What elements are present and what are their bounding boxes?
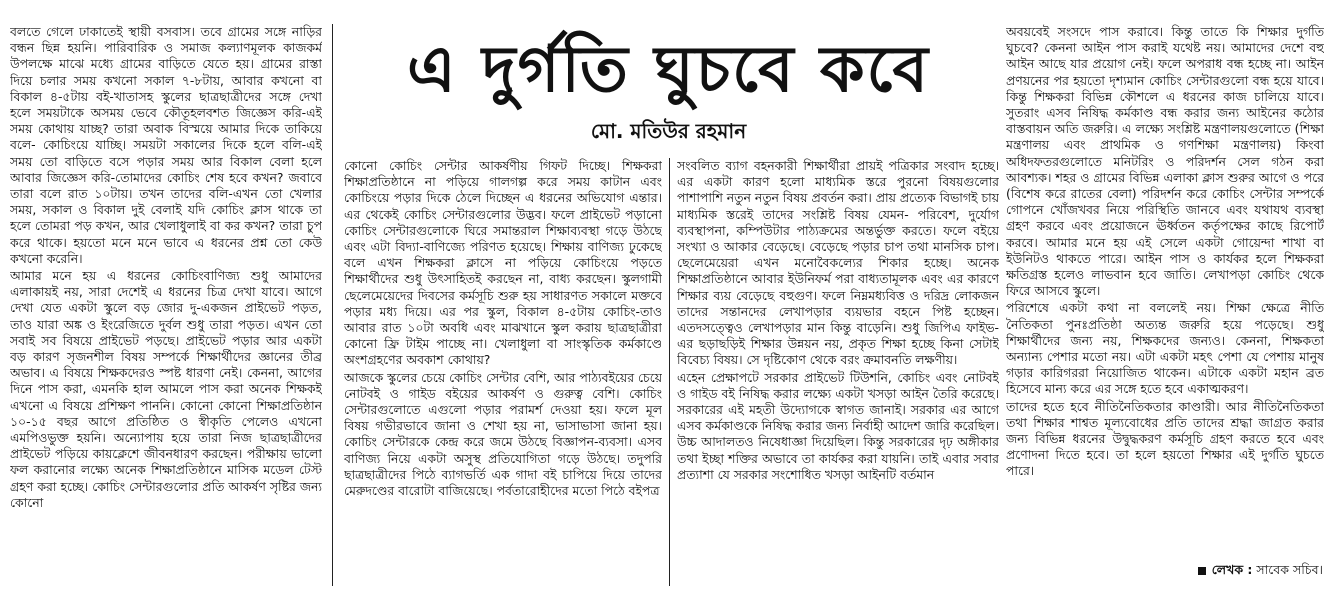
column-3: [677, 158, 999, 588]
author-note: [1198, 562, 1323, 578]
column-rule: [669, 158, 670, 586]
author-note-label: লেখক :: [1211, 562, 1253, 577]
paragraph: পরিশেষে একটা কথা না বললেই নয়। শিক্ষা ক্ষেত্রে নীতি নৈতিকতা পুনঃপ্রতিষ্ঠা অত্যন্ত জরুরি হয়ে পড়েছে। শুধু শিক্ষার্থীদের জন্য নয়, শিক্ষকদের জন্যও। কেননা, শিক্ষকতা অন্যান্য পেশার মতো নয়। এটা একটা মহৎ পেশা যে পেশায় মানুষ গড়ার কারিগররা নিয়োজিত থাকেন। এটাকে একটা মহান ব্রত হিসেবে মান্য করে এর সঙ্গে হতে হবে একাত্মকরণ।: [1006, 300, 1324, 397]
column-rule: [332, 24, 333, 586]
paragraph: সংবলিত ব্যাগ বহনকারী শিক্ষার্থীরা প্রায়ই পত্রিকার সংবাদ হচ্ছে। এর একটা কারণ হলো মাধ্যমিক স্তরে পুরনো বিষয়গুলোর পাশাপাশি নতুন নতুন বিষয় প্রবর্তন করা। প্রায় প্রত্যেক বিভাগই চায় মাধ্যমিক স্তরেই তাদের সংশ্লিষ্ট বিষয় যেমন- পরিবেশ, দুর্যোগ ব্যবস্থাপনা, কম্পিউটার পাঠ্যক্রমের অন্তর্ভুক্ত করতে। ফলে বইয়ে সংখ্যা ও আকার বেড়েছে। বেড়েছে পড়ার চাপ তথা মানসিক চাপ। ছেলেমেয়েরা এখন মনোবৈকল্যের শিকার হচ্ছে। অনেক শিক্ষাপ্রতিষ্ঠানে আবার ইউনিফর্ম পরা বাধ্যতামূলক এবং এর কারণে শিক্ষার ব্যয় বেড়েছে বহুগুণ। ফলে নিম্নমধ্যবিত্ত ও দরিদ্র লোকজন তাদের সন্তানদের লেখাপড়ার ব্যয়ভার বহনে পিষ্ট হচ্ছেন। এতদসত্ত্বেও লেখাপড়ার মান কিন্তু বাড়েনি। শুধু জিপিএ ফাইভ-এর ছড়াছড়িই শিক্ষার উন্নয়ন নয়, প্রকৃত শিক্ষা হচ্ছে কিনা সেটাই বিবেচ্য বিষয়। সে দৃষ্টিকোণ থেকে বরং ক্রমাবনতি লক্ষণীয়।: [677, 158, 999, 368]
paragraph: অবয়বেই সংসদে পাস করাবে। কিন্তু তাতে কি শিক্ষার দুর্গতি ঘুচবে? কেননা আইন পাস করাই যথেষ্ট নয়। আমাদের দেশে বহু আইন আছে যার প্রয়োগ নেই। ফলে অপরাধ বন্ধ হচ্ছে না। আইন প্রণয়নের পর হয়তো দৃশ্যমান কোচিং সেন্টারগুলো বন্ধ হয়ে যাবে। কিন্তু শিক্ষকরা বিভিন্ন কৌশলে এ ধরনের কাজ চালিয়ে যাবে। সুতরাং এসব নিষিদ্ধ কর্মকাণ্ড বন্ধ করার জন্য আইনের কঠোর বাস্তবায়ন অতি জরুরি। এ লক্ষ্যে সংশ্লিষ্ট মন্ত্রণালয়গুলোতে (শিক্ষা মন্ত্রণালয় এবং প্রাথমিক ও গণশিক্ষা মন্ত্রণালয়) কিংবা অধিদফতরগুলোতে মনিটরিং ও পরিদর্শন সেল গঠন করা আবশ্যক। শহর ও গ্রামের বিভিন্ন এলাকা ক্লাস শুরুর আগে ও পরে (বিশেষ করে রাতের বেলা) পরিদর্শন করে কোচিং সেন্টার সম্পর্কে গোপনে খোঁজখবর নিয়ে পরিস্থিতি জানবে এবং যথাযথ ব্যবস্থা গ্রহণ করবে এবং প্রয়োজনে ঊর্ধ্বতন কর্তৃপক্ষের কাছে রিপোর্ট করবে। আমার মনে হয় এই সেলে একটা গোয়েন্দা শাখা বা ইউনিটও থাকতে পারে। আইন পাস ও কার্যকর হলে শিক্ষকরা ক্ষতিগ্রস্ত হলেও লাভবান হবে জাতি। লেখাপড়া কোচিং থেকে ফিরে আসবে স্কুলে।: [1006, 24, 1324, 299]
byline: মো. মতিউর রহমান: [590, 119, 747, 143]
column-1: [10, 24, 322, 586]
headline: এ দুর্গতি ঘুচবে কবে: [407, 33, 930, 107]
paragraph: আমার মনে হয় এ ধরনের কোচিংবাণিজ্য শুধু আমাদের এলাকায়ই নয়, সারা দেশেই এ ধরনের চিত্র দেখা যাবে। আগে দেখা যেত একটা স্কুলে বড় জোর দু-একজন প্রাইভেট পড়ত, তাও যারা অঙ্ক ও ইংরেজিতে দুর্বল শুধু তারা পড়ত। এখন তো সবাই সব বিষয়ে প্রাইভেট পড়ছে। প্রাইভেট পড়ার আর একটা বড় কারণ সৃজনশীল বিষয় সম্পর্কে শিক্ষার্থীদের জ্ঞানের তীব্র অভাব। এ বিষয়ে শিক্ষকদেরও স্পষ্ট ধারণা নেই। কেননা, আগের দিনে পাস করা, এমনকি হাল আমলে পাস করা অনেক শিক্ষকই এখনো এ বিষয়ে প্রশিক্ষণ পাননি। কোনো কোনো শিক্ষাপ্রতিষ্ঠান ১০-১৫ বছর আগে প্রতিষ্ঠিত ও স্বীকৃতি পেলেও এখনো এমপিওভুক্ত হয়নি। অন্যোপায় হয়ে তারা নিজ ছাত্রছাত্রীদের প্রাইভেট পড়িয়ে কায়ক্লেশে জীবনধারণ করছেন। পরীক্ষায় ভালো ফল করানোর লক্ষ্যে অনেক শিক্ষাপ্রতিষ্ঠানে মাসিক মডেল টেস্ট গ্রহণ করা হচ্ছে। কোচিং সেন্টারগুলোর প্রতি আকর্ষণ সৃষ্টির জন্য কোনো: [10, 268, 322, 510]
author-note-text: সাবেক সচিব।: [1256, 562, 1323, 577]
paragraph: কোনো কোচিং সেন্টার আকর্ষণীয় গিফট দিচ্ছে। শিক্ষকরা শিক্ষাপ্রতিষ্ঠানে না পড়িয়ে গালগল্প করে সময় কাটান এবং কোচিংয়ে পড়ার দিকে ঠেলে দিচ্ছেন এ ধরনের অভিযোগ এন্তার। এর থেকেই কোচিং সেন্টারগুলোর উদ্ভব। ফলে প্রাইভেট পড়ানো কোচিং সেন্টারগুলোকে ঘিরে সমান্তরাল শিক্ষাব্যবস্থা গড়ে উঠছে এবং এটা বিদ্যা-বাণিজ্যে পরিণত হয়েছে। শিক্ষায় বাণিজ্য ঢুকেছে বলে এখন শিক্ষকরা ক্লাসে না পড়িয়ে কোচিংয়ে পড়তে শিক্ষার্থীদের শুধু উৎসাহিতই করছেন না, বাধ্য করছেন। স্কুলগামী ছেলেমেয়েদের দিবসের কর্মসূচি শুরু হয় সাধারণত সকালে মক্তবে পড়ার মধ্য দিয়ে। এর পর স্কুল, বিকাল ৪-৫টায় কোচিং-তাও আবার রাত ১০টা অবধি এবং মাঝখানে স্কুল করায় ছাত্রছাত্রীরা কোনো ফ্রি টাইম পাচ্ছে না। খেলাধুলা বা সাংস্কৃতিক কর্মকাণ্ডে অংশগ্রহণের অবকাশ কোথায়?: [344, 158, 662, 368]
paragraph: আজকে স্কুলের চেয়ে কোচিং সেন্টার বেশি, আর পাঠ্যবইয়ের চেয়ে নোটবই ও গাইড বইয়ের আকর্ষণ ও গুরুত্ব বেশি। কোচিং সেন্টারগুলোতে এগুলো পড়ার পরামর্শ দেওয়া হয়। ফলে মূল বিষয় গভীরভাবে জানা ও শেখা হয় না, ভাসাভাসা জানা হয়। কোচিং সেন্টারকে কেন্দ্র করে জমে উঠছে বিজ্ঞাপন-ব্যবসা। এসব বাণিজ্য নিয়ে একটা অসুস্থ প্রতিযোগিতা গড়ে উঠছে। তদুপরি ছাত্রছাত্রীদের পিঠে ব্যাগভর্তি এক গাদা বই চাপিয়ে দিয়ে তাদের মেরুদণ্ডের বারোটা বাজিয়েছে। পর্বতারোহীদের মতো পিঠে বইপত্র: [344, 369, 662, 499]
paragraph: এহেন প্রেক্ষাপটে সরকার প্রাইভেট টিউশনি, কোচিং এবং নোটবই ও গাইড বই নিষিদ্ধ করার লক্ষ্যে একটা খসড়া আইন তৈরি করেছে। সরকারের এই মহতী উদ্যোগকে স্বাগত জানাই। সরকার এর আগে এসব কর্মকাণ্ডকে নিষিদ্ধ করার জন্য নির্বাহী আদেশ জারি করেছিল। উচ্চ আদালতও নিষেধাজ্ঞা দিয়েছিল। কিন্তু সরকারের দৃঢ় অঙ্গীকার তথা ইচ্ছা শক্তির অভাবে তা কার্যকর করা যায়নি। তাই এবার সবার প্রত্যাশা যে সরকার সংশোধিত খসড়া আইনটি বর্তমান: [677, 369, 999, 482]
column-2: [344, 158, 662, 588]
column-4: [1006, 24, 1324, 586]
paragraph: বলতে গেলে ঢাকাতেই স্থায়ী বসবাস। তবে গ্রামের সঙ্গে নাড়ির বন্ধন ছিন্ন হয়নি। পারিবারিক ও সমাজ কল্যাণমূলক কাজকর্ম উপলক্ষে মাঝে মধ্যে গ্রামের বাড়িতে যেতে হয়। গ্রামের রাস্তা দিয়ে চলার সময় কখনো সকাল ৭-৮টায়, আবার কখনো বা বিকাল ৪-৫টায় বই-খাতাসহ স্কুলের ছাত্রছাত্রীদের সঙ্গে দেখা হলে সময়টাকে অসময় ভেবে কৌতূহলবশত জিজ্ঞেস করি-এই সময় কোথায় যাচ্ছ? তারা অবাক বিস্ময়ে আমার দিকে তাকিয়ে বলে- কোচিংয়ে যাচ্ছি। সময়টা সকালের দিকে হলে বলি-এই সময় তো বাড়িতে বসে পড়ার সময় আর বিকাল বেলা হলে আবার জিজ্ঞেস করি-তোমাদের কোচিং শেষ হবে কখন? জবাবে তারা বলে রাত ১০টায়। তখন তাদের বলি-এখন তো খেলার সময়, সকাল ও বিকাল দুই বেলাই যদি কোচিং ক্লাস থাকে তা হলে তোমরা পড় কখন, আর খেলাধুলাই বা কর কখন? তারা চুপ করে থাকে। হয়তো মনে মনে ভাবে এ ধরনের প্রশ্ন তো কেউ কখনো করেনি।: [10, 24, 322, 266]
paragraph: তাদের হতে হবে নীতিনৈতিকতার কাণ্ডারী। আর নীতিনৈতিকতা তথা শিক্ষার শাশ্বত মূল্যবোধের প্রতি তাদের শ্রদ্ধা জাগ্রত করার জন্য বিভিন্ন ধরনের উদ্বুদ্ধকরণ কর্মসূচি গ্রহণ করতে হবে এবং প্রণোদনা দিতে হবে। তা হলে হয়তো শিক্ষার এই দুর্গতি ঘুচতে পারে।: [1006, 398, 1324, 479]
square-bullet-icon: [1198, 567, 1206, 575]
